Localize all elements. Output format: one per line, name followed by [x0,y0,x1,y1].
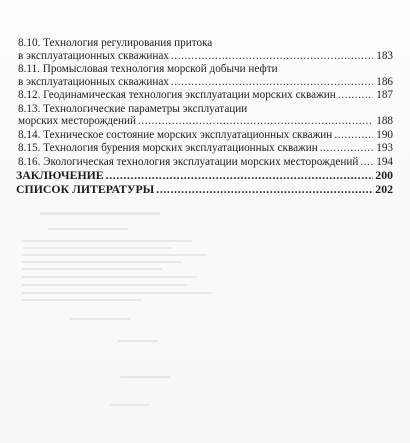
toc-entry-8-15[interactable] [18,142,393,155]
toc-page-number: 193 [376,142,393,154]
dot-leader [171,50,373,63]
toc-page-number: 190 [376,128,393,141]
dot-leader [106,169,373,182]
toc-entry-8-16[interactable] [18,156,393,169]
dot-leader [334,129,373,142]
toc-entry-title: 8.15. Технология бурения морских эксплуатационных скважин [18,142,318,154]
toc-entry-title: 8.16. Экологическая технология эксплуатации морских месторождений [18,155,359,168]
toc-entry-title: 8.13. Технологические параметры эксплуатации [18,102,248,115]
toc-entry-8-11[interactable] [18,63,393,88]
toc-entry-title: 8.11. Промысловая технология морской добычи нефти [18,63,278,75]
toc-page-number: 186 [376,75,393,88]
toc-entry-title: 8.14. Техническое состояние морских эксплуатационных скважин [18,128,333,141]
toc-page-number: 194 [376,155,393,168]
toc-entry-references[interactable] [16,183,393,196]
toc-entry-title: 8.10. Технология регулирования притока [18,37,213,49]
table-of-contents [18,37,393,195]
dot-leader [360,156,373,169]
toc-entry-title: 8.12. Геодинамическая технология эксплуатации морских скважин [18,89,336,101]
dot-leader [138,115,373,128]
toc-entry-conclusion[interactable] [16,169,393,182]
toc-entry-title-cont: в эксплуатационных скважинах [18,75,169,88]
toc-page-number: 183 [376,49,393,62]
toc-page-number: 188 [376,115,393,127]
toc-entry-title: ЗАКЛЮЧЕНИЕ [16,168,104,182]
toc-entry-8-13[interactable] [18,103,393,128]
toc-entry-title-cont: морских месторождений [18,115,136,127]
toc-entry-title: СПИСОК ЛИТЕРАТУРЫ [16,181,155,196]
toc-entry-title-cont: в эксплуатационных скважинах [18,49,169,62]
dot-leader [338,89,373,102]
dot-leader [156,183,373,196]
toc-entry-8-12[interactable] [18,89,393,102]
toc-entry-8-14[interactable] [18,129,393,142]
dot-leader [320,142,373,155]
dot-leader [171,76,373,89]
toc-page-number: 202 [375,181,393,196]
toc-page-number: 200 [375,168,393,182]
toc-entry-8-10[interactable] [18,37,393,62]
toc-page-number: 187 [376,89,393,101]
